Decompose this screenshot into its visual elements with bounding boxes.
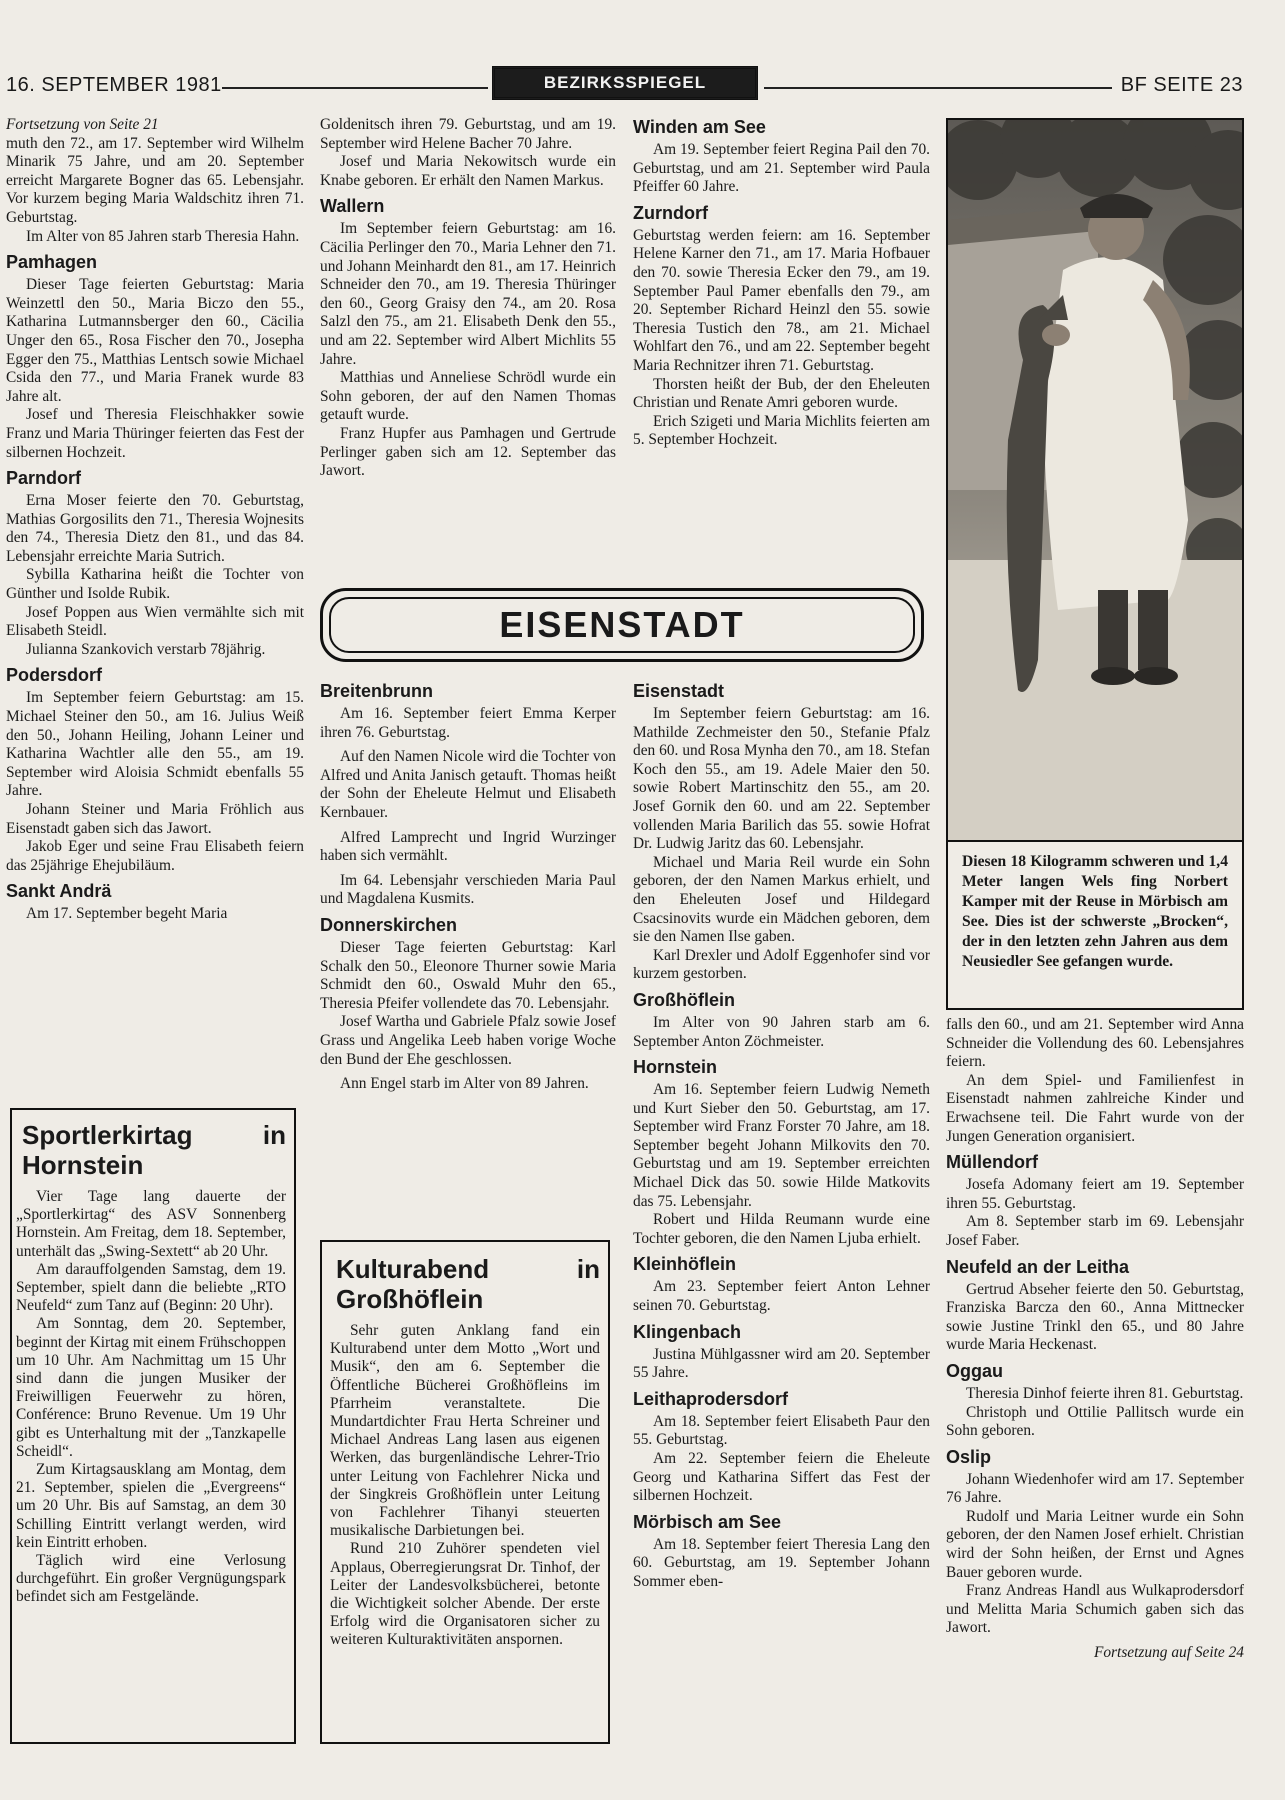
article-text: Im September feiern Geburtstag: am 16. Cäcilia Perlinger den 70., Maria Lehner den 71. und Johann Meinhardt den 81., am 17. Heinrich Schneider den 70., am 19. Theresia Thüringer den 60., Georg Graisy den 74., am 20. Rosa Salzl den 75., am 21. Elisabeth Denk den 55., und am 22. September wird Albert Michlits 55 Jahre. bbox=[320, 220, 616, 368]
photo-caption: Diesen 18 Kilogramm schweren und 1,4 Meter langen Wels fing Norbert Kamper mit der Reuse in Mörbisch am See. Dies ist der schwerste „Brocken“, der in den letzten zehn Jahren aus dem Neusiedler See gefangen wurde. bbox=[946, 842, 1244, 1010]
heading-donnerskirchen: Donnerskirchen bbox=[320, 914, 458, 935]
page-header bbox=[0, 66, 1285, 106]
article-text: Josef und Theresia Fleischhakker sowie Franz und Maria Thüringer feierten das Fest der silbernen Hochzeit. bbox=[6, 406, 304, 461]
heading-podersdorf: Podersdorf bbox=[6, 665, 103, 686]
article-text: Im September feiern Geburtstag: am 15. Michael Steiner den 50., am 16. Julius Weiß den 50., Johann Heiling, Johann Leiner und Katharina Wachtler alle den 55., am 19. September wird Aloisia Schmidt ebenfalls 55 Jahre. bbox=[6, 689, 304, 800]
article-text: Karl Drexler und Adolf Eggenhofer sind vor kurzem gestorben. bbox=[633, 946, 930, 983]
heading-breitenbrunn: Breitenbrunn bbox=[320, 681, 434, 701]
article-text: Michael und Maria Reil wurde ein Sohn geboren, der den Namen Markus erhielt, und den Eheleuten Josef und Hildegard Csacsinovits wurde ein Mädchen geboren, dem sie den Namen Ilse gaben. bbox=[633, 853, 930, 946]
column-3-bottom bbox=[633, 680, 930, 1592]
article-box-kulturabend bbox=[320, 1240, 610, 1744]
column-2-top bbox=[320, 116, 616, 481]
article-text: Im 64. Lebensjahr verschieden Maria Paul und Magdalena Kusmits. bbox=[320, 871, 616, 908]
issue-date: 16. SEPTEMBER 1981 bbox=[6, 74, 222, 96]
district-banner-title: EISENSTADT bbox=[329, 597, 915, 653]
heading-grosshoeflein: Großhöflein bbox=[633, 989, 735, 1010]
article-text: falls den 60., und am 21. September wird Anna Schneider die Vollendung des 60. Lebensjahres feiern. bbox=[946, 1016, 1244, 1071]
article-text: Dieser Tage feierten Geburtstag: Maria Weinzettl den 50., Maria Biczo den 55., Katharina Lutmannsberger den 60., Cäcilia Unger den 65., Rosa Fischer den 70., Josepha Egger den 75., Matthias Lentsch sowie Michael Csida den 77., und Maria Franek wurde 83 Jahre alt. bbox=[6, 276, 304, 405]
article-text: Am 17. September begeht Maria bbox=[26, 905, 228, 923]
article-text: Am 18. September feiert Theresia Lang den 60. Geburtstag, am 19. September Johann Sommer eben- bbox=[633, 1535, 930, 1590]
section-title: BEZIRKSSPIEGEL bbox=[492, 66, 758, 100]
district-banner bbox=[320, 588, 924, 662]
article-text: Rund 210 Zuhörer spendeten viel Applaus, Oberregierungsrat Dr. Tinhof, der Leiter der Landesvolksbücherei, betonte die Wichtigkeit solcher Abende. Der erste Erfolg wird die Organisatoren sicher zu weiteren Kulturaktivitäten anspornen. bbox=[330, 1540, 600, 1649]
article-text: Am 16. September feiern Ludwig Nemeth und Kurt Sieber den 50. Geburtstag, am 17. September wird Franz Forster 70 Jahre, am 18. September begeht Johann Milkovits den 70. Geburtstag und am 19. September erreichten Michael Dick das 50. sowie Hilde Matkovits das 75. Lebensjahr. bbox=[633, 1081, 930, 1210]
heading-klingenbach: Klingenbach bbox=[633, 1321, 742, 1342]
article-text: Zum Kirtagsausklang am Montag, dem 21. September, spielen die „Evergreens“ um 20 Uhr. Bis auf Samstag, an dem 30 Schilling Eintritt verlangt werden, wird kein Eintritt erhoben. bbox=[16, 1461, 286, 1551]
article-text: Josef Wartha und Gabriele Pfalz sowie Josef Grass und Angelika Leeb haben vorige Woche den Bund der Ehe geschlossen. bbox=[320, 1013, 616, 1068]
box-title: Sportlerkirtag in Hornstein bbox=[22, 1120, 286, 1180]
article-text: Im September feiern Geburtstag: am 16. Mathilde Zechmeister den 50., Stefanie Pfalz den 60. und Rosa Mynha den 70., am 18. Stefan Koch den 55., am 19. Adele Maier den 50. sowie Robert Martinschitz den 55., am 20. Josef Gornik den 60. und am 22. September vollenden Maria Barilich das 55. sowie Hofrat Dr. Ludwig Jaritz das 60. Lebensjahr. bbox=[633, 705, 930, 853]
article-text: Geburtstag werden feiern: am 16. September Helene Karner den 71., am 17. Maria Hofbauer den 70. sowie Theresia Ecker den 79., am 19. September Paul Pamer ebenfalls den 79., am 20. September Richard Heinzl den 55. sowie Theresia Tustich den 78., am 21. Michael Wohlfart den 76., und am 22. September begeht Maria Rechnitzer ihren 71. Geburtstag. bbox=[633, 226, 930, 374]
article-text: Im Alter von 85 Jahren starb Theresia Hahn. bbox=[26, 227, 300, 245]
article-text: Ann Engel starb im Alter von 89 Jahren. bbox=[340, 1075, 589, 1093]
article-text: Am 16. September feiert Emma Kerper ihren 76. Geburtstag. bbox=[320, 705, 616, 741]
heading-zurndorf: Zurndorf bbox=[633, 202, 708, 223]
heading-leithaprodersdorf: Leithaprodersdorf bbox=[633, 1388, 789, 1409]
heading-oggau: Oggau bbox=[946, 1360, 1003, 1381]
column-2-bottom bbox=[320, 680, 616, 1094]
article-text: Am 18. September feiert Elisabeth Paur den 55. Geburtstag. bbox=[633, 1412, 930, 1449]
article-text: Jakob Eger und seine Frau Elisabeth feiern das 25jährige Ehejubiläum. bbox=[6, 838, 304, 874]
heading-parndorf: Parndorf bbox=[6, 468, 82, 489]
article-text: An dem Spiel- und Familienfest in Eisenstadt nahmen zahlreiche Kinder und Erwachsene teil. Die Fahrt wurde von der Jungen Generation organisiert. bbox=[946, 1071, 1244, 1145]
heading-kleinhoeflein: Kleinhöflein bbox=[633, 1254, 736, 1275]
article-text: Im Alter von 90 Jahren starb am 6. September Anton Zöchmeister. bbox=[633, 1013, 930, 1050]
article-text: Robert und Hilda Reumann wurde eine Tochter geboren, die den Namen Ljuba erhielt. bbox=[633, 1211, 930, 1247]
heading-neufeld: Neufeld an der Leitha bbox=[946, 1256, 1130, 1277]
article-text: Sehr guten Anklang fand ein Kulturabend unter dem Motto „Wort und Musik“, den am 6. September die Öffentliche Bücherei Großhöfleins im Pfarrheim veranstaltete. Die Mundartdichter Frau Herta Schreiner und Michael Andreas Lang lasen aus eigenen Werken, das burgenländische Lehrer-Trio unter Leitung von Fachlehrer Nicka und der Singkreis Großhöflein unter Leitung von Fachlehrer Tihanyi steuerten musikalische Darbietungen bei. bbox=[330, 1322, 600, 1540]
article-text: Rudolf und Maria Leitner wurde ein Sohn geboren, der den Namen Josef erhielt. Christian wird der Sohn heißen, der Ernst und Agnes Bauer geboren wurde. bbox=[946, 1507, 1244, 1581]
article-text: Am 23. September feiert Anton Lehner seinen 70. Geburtstag. bbox=[633, 1278, 930, 1315]
article-text: Josefa Adomany feiert am 19. September ihren 55. Geburtstag. bbox=[946, 1176, 1244, 1212]
article-text: Josef und Maria Nekowitsch wurde ein Knabe geboren. Er erhält den Namen Markus. bbox=[320, 153, 616, 189]
continued-on: Fortsetzung auf Seite 24 bbox=[1093, 1644, 1244, 1662]
article-text: Julianna Szankovich verstarb 78jährig. bbox=[26, 640, 266, 658]
header-rule-right bbox=[764, 87, 1112, 89]
article-text: Gertrud Abseher feierte den 50. Geburtstag, Franziska Barcza den 60., Anna Mittnecker sowie Justine Trinkl den 65., und 80 Jahre wurde Maria Heckenast. bbox=[946, 1280, 1244, 1354]
heading-sankt-andrae: Sankt Andrä bbox=[6, 881, 112, 902]
article-text: Justina Mühlgassner wird am 20. September 55 Jahre. bbox=[633, 1345, 930, 1382]
article-text: Vier Tage lang dauerte der „Sportlerkirtag“ des ASV Sonnenberg Hornstein. Am Freitag, dem 18. September, unterhält das „Swing-Sextett“ ab 20 Uhr. bbox=[16, 1188, 286, 1260]
article-box-sportlerkirtag bbox=[10, 1108, 296, 1744]
fisherman-photo-illustration bbox=[948, 120, 1242, 840]
article-text: Franz Andreas Handl aus Wulkaprodersdorf und Melitta Maria Schumich gaben sich das Jawort. bbox=[946, 1582, 1244, 1637]
article-text: Johann Steiner und Maria Fröhlich aus Eisenstadt gaben sich das Jawort. bbox=[6, 801, 304, 837]
photo-fisherman-wels bbox=[946, 118, 1244, 842]
column-1 bbox=[6, 116, 304, 924]
article-text: Dieser Tage feierten Geburtstag: Karl Schalk den 50., Eleonore Thurner sowie Maria Schmidt den 60., Oswald Muhr den 65., Theresia Pfeifer vollendete das 70. Lebensjahr. bbox=[320, 938, 616, 1012]
heading-winden: Winden am See bbox=[633, 117, 766, 137]
article-text: Goldenitsch ihren 79. Geburtstag, und am 19. September wird Helene Bacher 70 Jahre. bbox=[320, 116, 616, 152]
heading-hornstein: Hornstein bbox=[633, 1057, 718, 1078]
heading-wallern: Wallern bbox=[320, 196, 385, 217]
article-text: Am 22. September feiern die Eheleute Georg und Katharina Siffert das Fest der silbernen Hochzeit. bbox=[633, 1450, 930, 1505]
heading-eisenstadt: Eisenstadt bbox=[633, 681, 725, 701]
heading-moerbisch: Mörbisch am See bbox=[633, 1511, 782, 1532]
article-text: Franz Hupfer aus Pamhagen und Gertrude Perlinger gaben sich am 12. September das Jawort. bbox=[320, 424, 616, 480]
article-text: Erich Szigeti und Maria Michlits feierten am 5. September Hochzeit. bbox=[633, 412, 930, 449]
article-text: Johann Wiedenhofer wird am 17. September 76 Jahre. bbox=[946, 1470, 1244, 1507]
article-text: Sybilla Katharina heißt die Tochter von Günther und Isolde Rubik. bbox=[6, 566, 304, 603]
page-number: BF SEITE 23 bbox=[1120, 74, 1243, 96]
heading-oslip: Oslip bbox=[946, 1446, 992, 1467]
article-text: Am 19. September feiert Regina Pail den 70. Geburtstag, und am 21. September wird Paula Pfeiffer 60 Jahre. bbox=[633, 141, 930, 196]
article-text: Auf den Namen Nicole wird die Tochter von Alfred und Anita Janisch getauft. Thomas heißt der Sohn der Eheleute Helmut und Elisabeth Kernbauer. bbox=[320, 748, 616, 821]
article-text: Matthias und Anneliese Schrödl wurde ein Sohn geboren, der auf den Namen Thomas getauft wurde. bbox=[320, 369, 616, 424]
continued-from: Fortsetzung von Seite 21 bbox=[6, 116, 159, 133]
header-rule-left bbox=[222, 87, 488, 89]
article-text: Täglich wird eine Verlosung durchgeführt. Ein großer Vergnügungspark befindet sich am Festgelände. bbox=[16, 1552, 286, 1606]
article-text: Erna Moser feierte den 70. Geburtstag, Mathias Gorgosilits den 71., Theresia Wojnesits den 74., Theresia Dietz den 81., und das 84. Lebensjahr erreichte Maria Sutrich. bbox=[6, 492, 304, 565]
article-text: Christoph und Ottilie Pallitsch wurde ein Sohn geboren. bbox=[946, 1403, 1244, 1440]
article-text: Theresia Dinhof feierte ihren 81. Geburtstag. bbox=[966, 1384, 1244, 1402]
article-text: Am 8. September starb im 69. Lebensjahr Josef Faber. bbox=[946, 1213, 1244, 1249]
article-text: Alfred Lamprecht und Ingrid Wurzinger haben sich vermählt. bbox=[320, 828, 616, 865]
column-3-top bbox=[633, 116, 930, 450]
article-text: Thorsten heißt der Bub, der den Eheleuten Christian und Renate Amri geboren wurde. bbox=[633, 375, 930, 412]
heading-pamhagen: Pamhagen bbox=[6, 252, 98, 273]
article-text: Am darauffolgenden Samstag, dem 19. September, spielt dann die beliebte „RTO Neufeld“ zum Tanz auf (Beginn: 20 Uhr). bbox=[16, 1260, 286, 1315]
column-4-bottom bbox=[946, 1016, 1244, 1663]
box-title: Kulturabend in Großhöflein bbox=[336, 1254, 600, 1314]
article-text: muth den 72., am 17. September wird Wilhelm Minarik 75 Jahre, und am 20. September erreicht Margarete Bogner das 65. Lebensjahr. Vor kurzem beging Maria Waldschitz ihren 71. Geburtstag. bbox=[6, 134, 304, 226]
article-text: Josef Poppen aus Wien vermählte sich mit Elisabeth Steidl. bbox=[6, 603, 304, 640]
article-text: Am Sonntag, dem 20. September, beginnt der Kirtag mit einem Frühschoppen um 10 Uhr. Am Nachmittag um 15 Uhr sind dann die jungen Musiker der Freiwilligen Feuerwehr zu hören, Conférence: Bruno Revenue. Um 19 Uhr gibt es Unterhaltung mit der „Tanzkapelle Scheidl“. bbox=[16, 1315, 286, 1460]
heading-muellendorf: Müllendorf bbox=[946, 1152, 1038, 1173]
